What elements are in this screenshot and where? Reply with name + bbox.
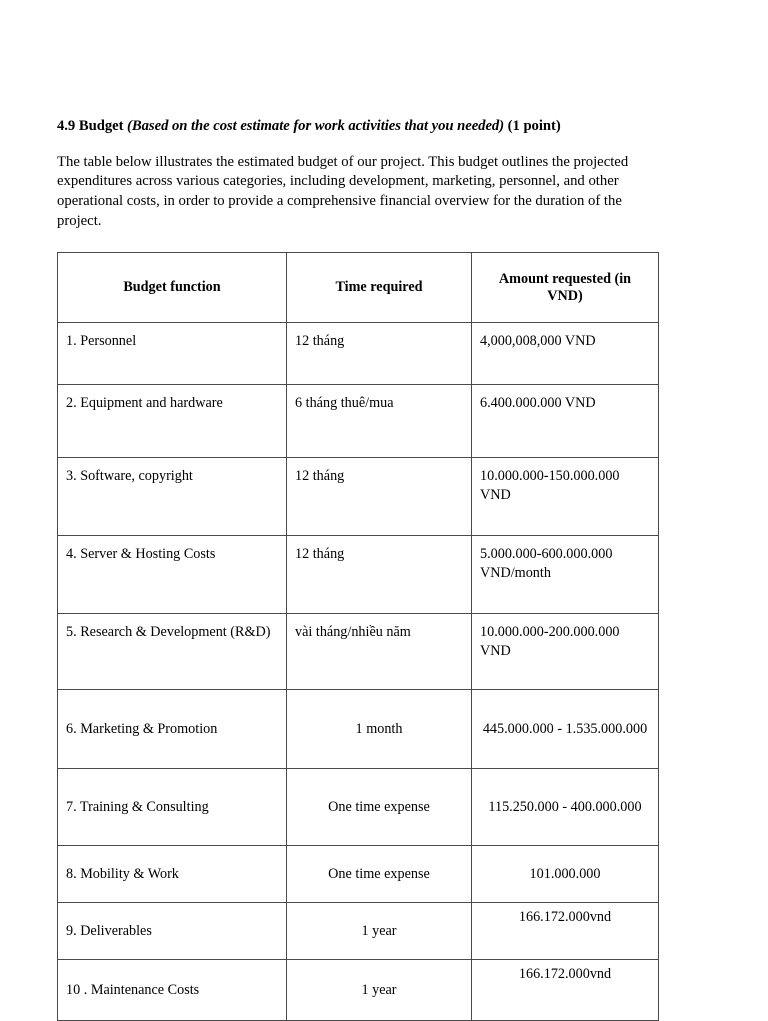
section-heading-title: 4.9 Budget (57, 118, 128, 134)
table-row (58, 769, 659, 846)
table-row (58, 323, 659, 385)
column-header-time-required: Time required (287, 253, 472, 323)
column-header-amount-requested: Amount requested (in VND) (472, 253, 659, 323)
cell-amount-requested: 6.400.000.000 VND (472, 385, 659, 458)
cell-time-required: 1 year (287, 903, 472, 960)
cell-time-required: 1 month (287, 690, 472, 769)
table-row (58, 458, 659, 536)
budget-table-header (58, 253, 659, 323)
cell-time-required: One time expense (287, 846, 472, 903)
cell-time-required: One time expense (287, 769, 472, 846)
cell-amount-requested: 445.000.000 - 1.535.000.000 (472, 690, 659, 769)
cell-time-required: 6 tháng thuê/mua (287, 385, 472, 458)
column-header-budget-function: Budget function (58, 253, 287, 323)
cell-budget-function: 9. Deliverables (58, 903, 287, 960)
cell-budget-function: 2. Equipment and hardware (58, 385, 287, 458)
cell-amount-requested: 10.000.000-150.000.000 VND (472, 458, 659, 536)
section-heading (57, 118, 658, 136)
table-row (58, 614, 659, 690)
cell-budget-function: 4. Server & Hosting Costs (58, 536, 287, 614)
cell-amount-requested: 5.000.000-600.000.000 VND/month (472, 536, 659, 614)
table-row (58, 536, 659, 614)
section-heading-points: (1 point) (504, 118, 561, 134)
cell-amount-requested: 10.000.000-200.000.000 VND (472, 614, 659, 690)
cell-amount-requested: 4,000,008,000 VND (472, 323, 659, 385)
table-header-row (58, 253, 659, 323)
cell-budget-function: 8. Mobility & Work (58, 846, 287, 903)
cell-budget-function: 6. Marketing & Promotion (58, 690, 287, 769)
budget-table (57, 252, 659, 1021)
cell-budget-function: 3. Software, copyright (58, 458, 287, 536)
cell-amount-requested: 166.172.000vnd (472, 960, 659, 1021)
cell-budget-function: 7. Training & Consulting (58, 769, 287, 846)
cell-amount-requested: 101.000.000 (472, 846, 659, 903)
table-row (58, 960, 659, 1021)
intro-paragraph: The table below illustrates the estimated budget of our project. This budget outlines the projected expenditures across various categories, including development, marketing, personnel, and other operational costs, in order to provide a comprehensive financial overview for the duration of the project. (57, 153, 629, 229)
cell-amount-requested: 166.172.000vnd (472, 903, 659, 960)
cell-amount-requested: 115.250.000 - 400.000.000 (472, 769, 659, 846)
cell-budget-function: 1. Personnel (58, 323, 287, 385)
table-row (58, 385, 659, 458)
table-row (58, 903, 659, 960)
cell-budget-function: 10 . Maintenance Costs (58, 960, 287, 1021)
cell-time-required: 12 tháng (287, 323, 472, 385)
cell-time-required: vài tháng/nhiều năm (287, 614, 472, 690)
cell-budget-function: 5. Research & Development (R&D) (58, 614, 287, 690)
cell-time-required: 12 tháng (287, 458, 472, 536)
cell-time-required: 12 tháng (287, 536, 472, 614)
table-row (58, 690, 659, 769)
section-heading-italic-note: (Based on the cost estimate for work activities that you needed) (127, 118, 505, 134)
cell-time-required: 1 year (287, 960, 472, 1021)
budget-table-body (58, 323, 659, 1021)
table-row (58, 846, 659, 903)
